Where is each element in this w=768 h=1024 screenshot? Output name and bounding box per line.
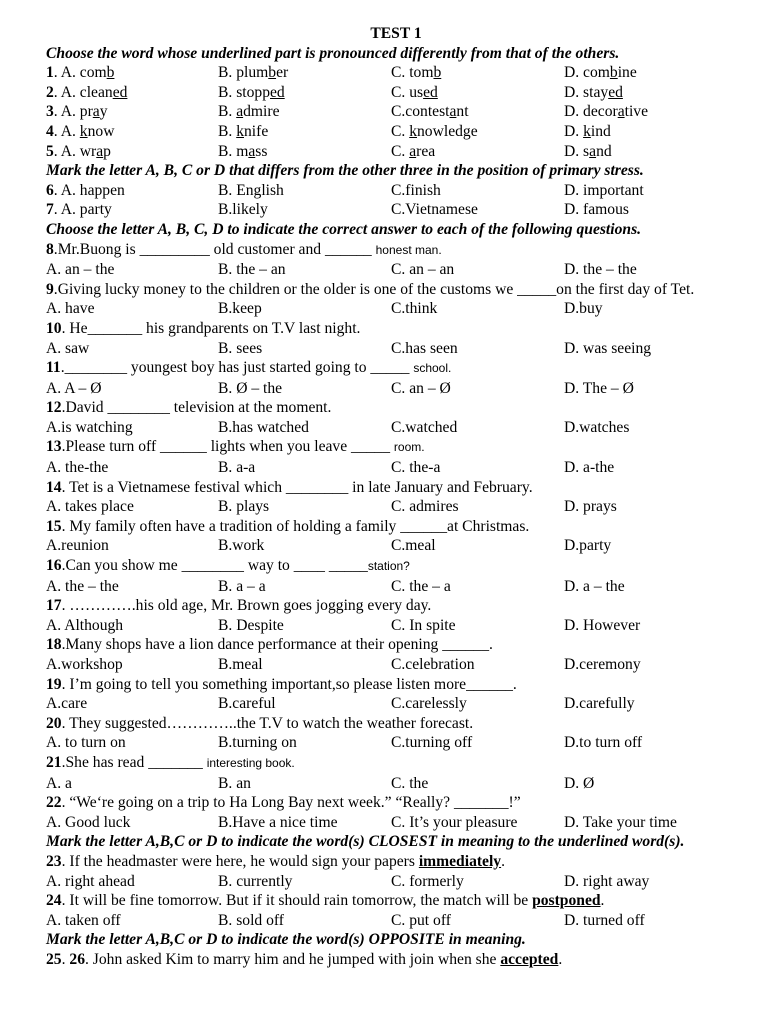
option <box>218 122 268 142</box>
question-text-small: school. <box>413 361 452 376</box>
question-number: 6 <box>46 181 54 199</box>
question-text: . <box>501 852 506 870</box>
pronunciation-questions <box>46 63 746 161</box>
option-text: A. party <box>60 201 112 219</box>
question-number: 12 <box>46 399 62 417</box>
options-row <box>46 458 746 478</box>
options-row <box>46 577 746 597</box>
question-8 <box>46 240 746 261</box>
option <box>218 200 268 220</box>
option: A. to turn on <box>46 734 126 752</box>
option-text: p <box>103 142 111 160</box>
option: B.Have a nice time <box>218 813 338 831</box>
option-text: D. s <box>564 142 590 160</box>
options-row <box>46 774 746 794</box>
underlined-part: k <box>583 122 591 140</box>
question-number: 1 <box>46 64 54 82</box>
option <box>564 122 611 142</box>
question-dot: . <box>53 83 61 101</box>
option <box>391 200 478 220</box>
option: A. saw <box>46 339 90 357</box>
options-row <box>46 418 746 438</box>
stress-instruction: Mark the letter A, B, C or D that differs from the other three in the position of primary stress. <box>46 162 644 180</box>
question-number: 10 <box>46 319 62 337</box>
question-text: . ………….his old age, Mr. Brown goes jogging every day. <box>61 597 432 615</box>
underlined-part: a <box>449 103 457 121</box>
key-word: accepted <box>500 950 559 968</box>
option: C.turning off <box>391 734 473 752</box>
question-number: 23 <box>46 852 62 870</box>
option-text: C. <box>391 122 410 140</box>
option: B.keep <box>218 300 262 318</box>
underlined-part: a <box>409 142 417 160</box>
question-text: .She has read _______ <box>61 753 207 771</box>
option: C.think <box>391 300 438 318</box>
option: C. the – a <box>391 577 451 595</box>
underlined-part: a <box>92 103 100 121</box>
option: A. a <box>46 774 72 792</box>
option: A. taken off <box>46 911 121 929</box>
option-text: ine <box>617 64 637 82</box>
question-number: 18 <box>46 636 62 654</box>
option: A. Good luck <box>46 813 131 831</box>
underlined-part: b <box>433 64 442 82</box>
question-text: . <box>600 892 605 910</box>
question-dot: . <box>53 122 61 140</box>
option-text: nt <box>456 103 469 121</box>
question-text: .________ youngest boy has just started going to _____ <box>60 359 414 377</box>
option-text: er <box>276 64 289 82</box>
options-row <box>46 299 746 319</box>
option: D. prays <box>564 498 617 516</box>
question-text: .Many shops have a lion dance performance at their opening ______. <box>61 636 493 654</box>
option: B.has watched <box>218 418 309 436</box>
question-number: 14 <box>46 478 62 496</box>
option: A.reunion <box>46 537 109 555</box>
question-number: 25 <box>46 950 62 968</box>
question-number: 20 <box>46 714 62 732</box>
question-number: 16 <box>46 557 62 575</box>
option-text: D. <box>564 122 584 140</box>
option-text: B.likely <box>218 201 268 219</box>
options-row <box>46 911 746 931</box>
question-21 <box>46 753 746 774</box>
option: A. right ahead <box>46 872 135 890</box>
option <box>46 63 114 83</box>
underlined-part: a <box>589 142 597 160</box>
option <box>46 142 111 162</box>
option: B. currently <box>218 872 293 890</box>
question-1 <box>46 63 746 83</box>
question-23 <box>46 852 746 872</box>
option-text: A. <box>60 122 80 140</box>
option-text: B. <box>218 122 237 140</box>
option <box>564 83 623 103</box>
option-text: B. stopp <box>218 83 270 101</box>
question-number: 3 <box>46 103 54 121</box>
underlined-part: ed <box>112 83 128 101</box>
options-row <box>46 536 746 556</box>
option: D. a – the <box>564 577 625 595</box>
option: B. plays <box>218 498 270 516</box>
option <box>46 102 108 122</box>
question-text: . He_______ his grandparents on T.V last night. <box>61 319 361 337</box>
option: D.party <box>564 537 612 555</box>
question-text: . They suggested…………..the T.V to watch the weather forecast. <box>61 714 474 732</box>
option <box>218 142 267 162</box>
option-text: A. happen <box>60 181 125 199</box>
worksheet <box>46 24 746 970</box>
option <box>46 181 125 201</box>
option: D.ceremony <box>564 656 641 673</box>
option-text: now <box>87 122 115 140</box>
option-text: A. clean <box>60 83 113 101</box>
question-22 <box>46 793 746 813</box>
question-text: . It will be fine tomorrow. But if it should rain tomorrow, the match will be <box>61 892 533 910</box>
option-text: C.finish <box>391 181 441 199</box>
option <box>218 83 285 103</box>
option-text: C.contest <box>391 103 450 121</box>
question-text: .Mr.Buong is _________ old customer and ______ <box>53 240 376 258</box>
question-7 <box>46 200 746 220</box>
question-3 <box>46 102 746 122</box>
option: B.work <box>218 537 265 555</box>
options-row <box>46 497 746 517</box>
multiple-choice-questions <box>46 240 746 833</box>
question-12 <box>46 398 746 418</box>
option-text: D. com <box>564 64 610 82</box>
option: C. an – Ø <box>391 379 451 397</box>
option-text: B. m <box>218 142 249 160</box>
option-text: nd <box>596 142 612 160</box>
underlined-part: a <box>236 103 244 121</box>
option: A. Although <box>46 616 124 634</box>
underlined-part: ed <box>608 83 623 101</box>
question-number: 4 <box>46 122 54 140</box>
option: D.to turn off <box>564 734 643 752</box>
question-11 <box>46 358 746 379</box>
question-17 <box>46 596 746 616</box>
option: D.carefully <box>564 695 635 713</box>
option: C.watched <box>391 418 458 436</box>
underlined-part: ed <box>423 83 438 101</box>
question-16 <box>46 556 746 577</box>
underlined-part: ed <box>270 83 285 101</box>
option <box>391 102 469 122</box>
question-dot: . <box>53 181 61 199</box>
option <box>46 200 112 220</box>
option <box>564 102 648 122</box>
question-number: 8 <box>46 240 54 258</box>
question-text: . My family often have a tradition of holding a family ______at Christmas. <box>61 517 530 535</box>
page-title: TEST 1 <box>370 25 422 42</box>
option-text: nife <box>244 122 269 140</box>
question-number: 2 <box>46 83 54 101</box>
option: C.meal <box>391 537 436 555</box>
question-2 <box>46 83 746 103</box>
option: B.meal <box>218 656 263 673</box>
option: B.careful <box>218 695 276 713</box>
option <box>218 102 280 122</box>
option: C.celebration <box>391 656 475 673</box>
question-24 <box>46 891 746 911</box>
option-text: ss <box>255 142 268 160</box>
option: A. the – the <box>46 577 119 595</box>
question-number: 15 <box>46 517 62 535</box>
option <box>218 63 288 83</box>
question-text-small: station? <box>367 559 410 574</box>
underlined-part: a <box>248 142 256 160</box>
option: A. the-the <box>46 459 109 477</box>
option: D. However <box>564 616 641 634</box>
question-10 <box>46 319 746 339</box>
question-text: .Can you show me ________ way to ____ _____ <box>61 557 368 575</box>
underlined-part: b <box>268 64 277 82</box>
option-text: nowledge <box>417 122 478 140</box>
question-dot: . <box>53 142 61 160</box>
option: D. Ø <box>564 774 595 792</box>
underlined-part: k <box>236 122 244 140</box>
question-number: 22 <box>46 794 62 812</box>
question-15 <box>46 517 746 537</box>
option: D.watches <box>564 418 630 436</box>
multiple-choice-instruction: Choose the letter A, B, C, D to indicate the correct answer to each of the following questions. <box>46 220 642 238</box>
option-text: B. <box>218 103 237 121</box>
option <box>564 200 629 220</box>
option: A.is watching <box>46 418 133 436</box>
option-text: ind <box>590 122 611 140</box>
question-dot: . <box>53 64 61 82</box>
options-row <box>46 339 746 359</box>
option: C. an – an <box>391 261 455 279</box>
question-19 <box>46 675 746 695</box>
option: A. takes place <box>46 498 134 516</box>
question-number: 26 <box>69 950 85 968</box>
option <box>391 122 478 142</box>
question-number: 19 <box>46 675 62 693</box>
option-text: C. <box>391 142 410 160</box>
options-row <box>46 733 746 753</box>
option: C. It’s your pleasure <box>391 813 518 831</box>
option-text: B. plum <box>218 64 269 82</box>
option: C. admires <box>391 498 459 516</box>
option: D. was seeing <box>564 339 652 357</box>
underlined-part: b <box>609 64 618 82</box>
option-text: A. wr <box>60 142 97 160</box>
option <box>564 142 612 162</box>
options-row <box>46 260 746 280</box>
option <box>564 63 637 83</box>
options-row <box>46 694 746 714</box>
question-14 <box>46 478 746 498</box>
options-row <box>46 655 746 675</box>
option: C. In spite <box>391 616 456 634</box>
option <box>391 83 438 103</box>
question-number: 13 <box>46 438 62 456</box>
question-text: .David ________ television at the moment. <box>61 399 332 417</box>
question-number: 9 <box>46 280 54 298</box>
option-text: D. decor <box>564 103 618 121</box>
question-text-small: honest man. <box>375 242 442 257</box>
options-row <box>46 872 746 892</box>
option: A. an – the <box>46 261 115 279</box>
key-word: immediately <box>418 852 502 870</box>
option: A. A – Ø <box>46 379 102 397</box>
question-4 <box>46 122 746 142</box>
option-text: y <box>99 103 108 121</box>
option: C.has seen <box>391 339 458 357</box>
option: B. sold off <box>218 911 284 929</box>
option: D. The – Ø <box>564 379 634 397</box>
question-18 <box>46 635 746 655</box>
option-text: C. us <box>391 83 424 101</box>
stress-questions <box>46 181 746 220</box>
option: A.care <box>46 695 88 713</box>
option-text: C. tom <box>391 64 434 82</box>
option: D.buy <box>564 300 603 318</box>
option: D. right away <box>564 872 650 890</box>
closest-meaning-questions <box>46 852 746 930</box>
option <box>564 181 644 201</box>
option: C. the <box>391 774 429 792</box>
options-row <box>46 813 746 833</box>
underlined-part: a <box>96 142 104 160</box>
option <box>218 181 284 201</box>
question-text: . John asked Kim to marry him and he jumped with join when she <box>84 950 501 968</box>
question-text: . “We‘re going on a trip to Ha Long Bay next week.” “Really? _______!” <box>61 794 521 812</box>
option: B. an <box>218 774 251 792</box>
option <box>46 83 127 103</box>
question-number: 5 <box>46 142 54 160</box>
option: B. Ø – the <box>218 379 283 397</box>
question-25-26: 25. 26. John asked Kim to marry him and he jumped with join when she accepted. <box>46 950 563 968</box>
question-5 <box>46 142 746 162</box>
question-number: 21 <box>46 753 62 771</box>
option-text: C.Vietnamese <box>391 201 478 219</box>
opposite-meaning-instruction: Mark the letter A,B,C or D to indicate the word(s) OPPOSITE in meaning. <box>46 931 526 949</box>
question-20 <box>46 714 746 734</box>
question-6 <box>46 181 746 201</box>
option-text: A. com <box>60 64 107 82</box>
option: D. the – the <box>564 261 637 279</box>
underlined-part: k <box>79 122 88 140</box>
pronunciation-instruction: Choose the word whose underlined part is pronounced differently from that of the others. <box>46 44 620 62</box>
option-text: A. pr <box>60 103 93 121</box>
closest-meaning-instruction: Mark the letter A,B,C or D to indicate the word(s) CLOSEST in meaning to the underlined word(s). <box>46 833 685 851</box>
question-text: . Tet is a Vietnamese festival which ________ in late January and February. <box>61 478 533 496</box>
option: D. Take your time <box>564 813 677 831</box>
option-text: B. English <box>218 181 284 199</box>
underlined-part: a <box>617 103 625 121</box>
option <box>391 63 441 83</box>
option: A. have <box>46 300 95 318</box>
option-text: D. important <box>564 181 644 199</box>
option <box>391 142 435 162</box>
option: C.carelessly <box>391 695 467 713</box>
question-dot: . <box>53 103 61 121</box>
question-number: 7 <box>46 201 54 219</box>
question-number: 17 <box>46 597 62 615</box>
question-text-small: room. <box>393 440 425 455</box>
option <box>46 122 114 142</box>
question-9 <box>46 280 746 300</box>
option-text: rea <box>416 142 436 160</box>
option: A.workshop <box>46 656 123 673</box>
option <box>391 181 441 201</box>
option: B. a – a <box>218 577 266 595</box>
question-number: 11 <box>46 359 61 377</box>
question-dot: . <box>53 201 61 219</box>
question-13 <box>46 437 746 458</box>
question-text: .Please turn off ______ lights when you leave _____ <box>61 438 394 456</box>
option: C. the-a <box>391 459 441 477</box>
option-text: D. famous <box>564 201 629 219</box>
option-text: tive <box>624 103 648 121</box>
question-text-small: interesting book. <box>206 755 295 770</box>
option: B. Despite <box>218 616 284 634</box>
option-text: dmire <box>243 103 280 121</box>
question-text: .Giving lucky money to the children or the older is one of the customs we _____on the first day of Tet. <box>53 280 695 298</box>
underlined-part: b <box>106 64 115 82</box>
question-text: . I’m going to tell you something important,so please listen more______. <box>61 675 517 693</box>
option: B. a-a <box>218 459 256 477</box>
key-word: postponed <box>532 892 601 910</box>
option: D. turned off <box>564 911 645 929</box>
option: B.turning on <box>218 734 297 752</box>
option: C. formerly <box>391 872 464 890</box>
underlined-part: k <box>409 122 417 140</box>
option: B. the – an <box>218 261 286 279</box>
options-row <box>46 616 746 636</box>
question-text: . If the headmaster were here, he would sign your papers <box>61 852 419 870</box>
question-number: 24 <box>46 892 62 910</box>
option: B. sees <box>218 339 263 357</box>
options-row <box>46 379 746 399</box>
option: D. a-the <box>564 459 615 477</box>
option-text: D. stay <box>564 83 609 101</box>
option: C. put off <box>391 911 451 929</box>
